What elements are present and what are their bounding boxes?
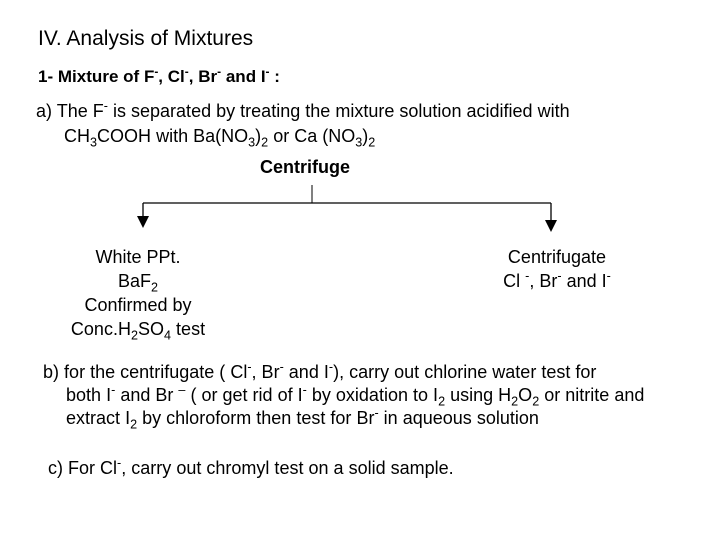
page-title: IV. Analysis of Mixtures [38,27,254,50]
part-b-line-1: b) for the centrifugate ( Cl-, Br- and I-), carry out chlorine water test for [43,360,597,382]
part-a-line-1: a) The F- is separated by treating the mixture solution acidified with [36,99,570,121]
precipitate-line-2: BaF$_2$ [117,271,159,295]
part-a-line-2: $CH_3COOH$ with $Ba(NO_3)_2$ or Ca $(NO_3)_2$ [64,126,376,150]
part-b-line-3: extract $I_2$ by chloroform then test for Br- in aqueous solution [66,406,539,432]
precipitate-line-4: $Conc.H_2SO_4$ test [70,319,206,343]
centrifugate-line-1: Centrifugate [507,247,607,267]
centrifugate-line-2: Cl -, Br- and I- [503,269,611,291]
left-arrowhead-icon [137,216,149,228]
precipitate-result-text [48,245,228,341]
section-subtitle: 1- Mixture of F-, Cl-, Br- and I- : [38,64,280,86]
centrifuge-label: Centrifuge [260,157,350,177]
right-arrowhead-icon [545,220,557,232]
precipitate-line-1: White PPt. [95,247,181,267]
part-c-line-1: c) For Cl-, carry out chromyl test on a solid sample. [48,456,454,478]
precipitate-line-3: Confirmed by [84,295,192,315]
centrifugate-result-text [472,245,642,293]
part-b-line-2: both I- and Br – ( or get rid of I- by oxidation to $I_2$ using $H_2O_2$ or nitrite and [66,383,645,409]
